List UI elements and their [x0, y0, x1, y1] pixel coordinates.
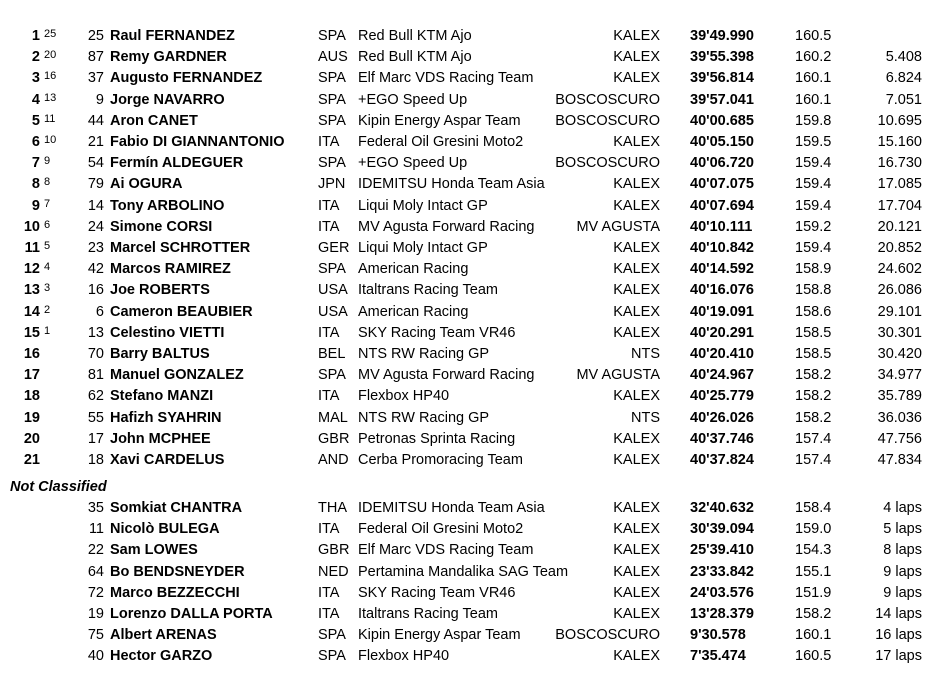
gap-cell: 17.704 [877, 197, 922, 214]
bike-cell: KALEX [613, 584, 660, 601]
race-time-cell: 40'19.091 [690, 303, 754, 320]
position-cell: 16 [23, 346, 40, 362]
points-cell: 11 [44, 112, 56, 125]
bike-cell: KALEX [613, 176, 660, 193]
bike-cell: NTS [631, 409, 660, 426]
rider-number-cell: 55 [87, 409, 104, 426]
bike-cell: BOSCOSCURO [555, 112, 660, 129]
rider-number-cell: 81 [87, 367, 104, 384]
position-cell: 13 [23, 282, 40, 299]
rider-name-cell: Albert ARENAS [110, 627, 217, 644]
rider-number-cell: 18 [87, 452, 104, 468]
avg-speed-cell: 160.1 [795, 91, 832, 108]
team-cell: NTS RW Racing GP [358, 346, 490, 362]
bike-cell: KALEX [613, 430, 660, 447]
nation-cell: ITA [318, 324, 340, 341]
race-time-cell: 40'10.842 [690, 240, 754, 256]
avg-speed-cell: 160.5 [795, 28, 832, 44]
gap-cell: 10.695 [877, 112, 922, 129]
nation-cell: ITA [318, 521, 340, 538]
rider-number-cell: 6 [95, 303, 104, 320]
classified-row [0, 174, 946, 195]
race-time-cell: 40'00.685 [690, 112, 754, 129]
not-classified-row [0, 498, 946, 519]
nation-cell: NED [318, 563, 349, 580]
bike-cell: KALEX [613, 261, 660, 278]
bike-cell: KALEX [613, 324, 660, 341]
rider-number-cell: 23 [87, 240, 104, 256]
nation-cell: SPA [318, 112, 346, 129]
avg-speed-cell: 155.1 [795, 563, 832, 580]
position-cell: 3 [31, 70, 40, 87]
rider-name-cell: Fabio DI GIANNANTONIO [110, 134, 285, 150]
rider-name-cell: Somkiat CHANTRA [110, 500, 243, 516]
gap-cell: 8 laps [883, 542, 922, 559]
team-cell: Red Bull KTM Ajo [358, 28, 472, 44]
rider-name-cell: Xavi CARDELUS [110, 452, 225, 468]
avg-speed-cell: 159.8 [795, 112, 832, 129]
classified-row [0, 386, 946, 407]
nation-cell: SPA [318, 261, 346, 278]
rider-name-cell: Celestino VIETTI [110, 324, 225, 341]
nation-cell: GER [318, 240, 350, 256]
not-classified-row [0, 540, 946, 561]
points-cell: 9 [44, 155, 51, 168]
rider-number-cell: 62 [87, 388, 104, 405]
team-cell: Pertamina Mandalika SAG Team [358, 563, 569, 580]
rider-name-cell: Barry BALTUS [110, 346, 210, 362]
classified-row [0, 365, 946, 386]
rider-name-cell: Aron CANET [110, 112, 198, 129]
classified-row [0, 238, 946, 259]
classified-row [0, 47, 946, 68]
avg-speed-cell: 159.2 [795, 218, 832, 235]
nation-cell: JPN [318, 176, 346, 193]
nation-cell: AUS [318, 49, 348, 66]
avg-speed-cell: 159.4 [795, 155, 832, 172]
classified-row [0, 344, 946, 365]
rider-number-cell: 75 [87, 627, 104, 644]
points-cell: 3 [44, 282, 51, 295]
rider-name-cell: Remy GARDNER [110, 49, 227, 66]
nation-cell: BEL [318, 346, 346, 362]
race-time-cell: 40'24.967 [690, 367, 754, 384]
points-cell: 16 [44, 70, 57, 83]
rider-name-cell: Hector GARZO [110, 648, 213, 665]
nation-cell: SPA [318, 91, 346, 108]
gap-cell: 4 laps [883, 500, 922, 516]
rider-number-cell: 16 [87, 282, 104, 299]
nation-cell: SPA [318, 28, 346, 44]
gap-cell: 30.420 [877, 346, 922, 362]
points-cell: 2 [44, 303, 51, 316]
nation-cell: GBR [318, 430, 350, 447]
points-cell: 4 [44, 261, 51, 274]
not-classified-row [0, 625, 946, 646]
nation-cell: ITA [318, 606, 340, 622]
race-time-cell: 40'37.746 [690, 430, 754, 447]
position-cell: 20 [23, 430, 40, 447]
team-cell: Kipin Energy Aspar Team [358, 627, 521, 644]
bike-cell: NTS [631, 346, 660, 362]
bike-cell: BOSCOSCURO [555, 91, 660, 108]
race-time-cell: 40'26.026 [690, 409, 754, 426]
rider-number-cell: 64 [87, 563, 104, 580]
gap-cell: 16 laps [875, 627, 922, 644]
bike-cell: KALEX [613, 240, 660, 256]
race-time-cell: 30'39.094 [690, 521, 754, 538]
race-time-cell: 40'05.150 [690, 134, 754, 150]
team-cell: Flexbox HP40 [358, 388, 450, 405]
nation-cell: ITA [318, 584, 340, 601]
bike-cell: KALEX [613, 28, 660, 44]
team-cell: Elf Marc VDS Racing Team [358, 70, 534, 87]
nation-cell: USA [318, 303, 348, 320]
race-time-cell: 40'20.291 [690, 324, 754, 341]
rider-name-cell: Marcel SCHROTTER [110, 240, 251, 256]
avg-speed-cell: 159.4 [795, 240, 832, 256]
team-cell: Italtrans Racing Team [358, 282, 498, 299]
rider-name-cell: Fermín ALDEGUER [110, 155, 244, 172]
not-classified-row [0, 583, 946, 604]
race-time-cell: 40'20.410 [690, 346, 754, 362]
team-cell: Federal Oil Gresini Moto2 [358, 521, 524, 538]
bike-cell: KALEX [613, 452, 660, 468]
nation-cell: THA [318, 500, 347, 516]
rider-number-cell: 70 [87, 346, 104, 362]
race-time-cell: 39'49.990 [690, 28, 754, 44]
bike-cell: KALEX [613, 49, 660, 66]
not-classified-heading: Not Classified [10, 479, 107, 495]
rider-name-cell: Marco BEZZECCHI [110, 584, 240, 601]
points-cell: 20 [44, 49, 57, 62]
bike-cell: KALEX [613, 563, 660, 580]
rider-number-cell: 24 [87, 218, 104, 235]
avg-speed-cell: 154.3 [795, 542, 832, 559]
gap-cell: 47.756 [877, 430, 922, 447]
team-cell: MV Agusta Forward Racing [358, 367, 535, 384]
avg-speed-cell: 157.4 [795, 430, 832, 447]
not-classified-row [0, 519, 946, 540]
points-cell: 7 [44, 197, 51, 210]
classified-row [0, 90, 946, 111]
rider-number-cell: 42 [87, 261, 104, 278]
gap-cell: 26.086 [877, 282, 922, 299]
bike-cell: MV AGUSTA [576, 367, 660, 384]
points-cell: 25 [44, 28, 57, 40]
rider-number-cell: 40 [87, 648, 104, 665]
race-time-cell: 24'03.576 [690, 584, 754, 601]
classified-row [0, 408, 946, 429]
race-time-cell: 9'30.578 [690, 627, 746, 644]
points-cell: 6 [44, 218, 51, 231]
position-cell: 6 [31, 134, 40, 150]
nation-cell: ITA [318, 218, 340, 235]
avg-speed-cell: 158.2 [795, 606, 832, 622]
race-time-cell: 40'07.694 [690, 197, 754, 214]
gap-cell: 17.085 [877, 176, 922, 193]
gap-cell: 20.121 [877, 218, 922, 235]
rider-number-cell: 54 [87, 155, 104, 172]
gap-cell: 20.852 [877, 240, 922, 256]
rider-name-cell: Hafizh SYAHRIN [110, 409, 222, 426]
gap-cell: 36.036 [877, 409, 922, 426]
nation-cell: ITA [318, 134, 340, 150]
classified-row [0, 68, 946, 89]
avg-speed-cell: 158.2 [795, 409, 832, 426]
rider-number-cell: 17 [87, 430, 104, 447]
team-cell: Liqui Moly Intact GP [358, 197, 488, 214]
rider-name-cell: Raul FERNANDEZ [110, 28, 235, 44]
nation-cell: SPA [318, 155, 346, 172]
rider-number-cell: 9 [95, 91, 104, 108]
position-cell: 18 [23, 388, 40, 405]
classified-row [0, 450, 946, 471]
team-cell: Red Bull KTM Ajo [358, 49, 472, 66]
gap-cell: 16.730 [877, 155, 922, 172]
classified-row [0, 26, 946, 47]
points-cell: 8 [44, 176, 51, 189]
rider-number-cell: 21 [87, 134, 104, 150]
avg-speed-cell: 158.5 [795, 346, 832, 362]
race-time-cell: 40'25.779 [690, 388, 754, 405]
rider-name-cell: Bo BENDSNEYDER [110, 563, 245, 580]
gap-cell: 9 laps [883, 563, 922, 580]
position-cell: 8 [31, 176, 40, 193]
not-classified-row [0, 604, 946, 625]
team-cell: Elf Marc VDS Racing Team [358, 542, 534, 559]
rider-number-cell: 79 [87, 176, 104, 193]
team-cell: American Racing [358, 303, 469, 320]
rider-number-cell: 14 [87, 197, 104, 214]
position-cell: 1 [31, 28, 40, 44]
nation-cell: ITA [318, 197, 340, 214]
position-cell: 21 [23, 452, 40, 468]
team-cell: Cerba Promoracing Team [358, 452, 523, 468]
gap-cell: 24.602 [877, 261, 922, 278]
bike-cell: KALEX [613, 606, 660, 622]
team-cell: Liqui Moly Intact GP [358, 240, 488, 256]
team-cell: Kipin Energy Aspar Team [358, 112, 521, 129]
nation-cell: SPA [318, 648, 346, 665]
classified-row [0, 259, 946, 280]
classified-row [0, 132, 946, 153]
race-time-cell: 40'06.720 [690, 155, 754, 172]
avg-speed-cell: 159.4 [795, 176, 832, 193]
avg-speed-cell: 159.0 [795, 521, 832, 538]
bike-cell: KALEX [613, 282, 660, 299]
position-cell: 17 [23, 367, 40, 384]
position-cell: 7 [31, 155, 40, 172]
race-time-cell: 39'56.814 [690, 70, 754, 87]
rider-name-cell: Lorenzo DALLA PORTA [110, 606, 273, 622]
gap-cell: 7.051 [885, 91, 922, 108]
rider-name-cell: Cameron BEAUBIER [110, 303, 253, 320]
bike-cell: KALEX [613, 521, 660, 538]
classified-row [0, 217, 946, 238]
gap-cell: 29.101 [877, 303, 922, 320]
race-time-cell: 40'10.111 [690, 218, 753, 235]
nation-cell: SPA [318, 367, 346, 384]
avg-speed-cell: 160.1 [795, 627, 832, 644]
bike-cell: BOSCOSCURO [555, 155, 660, 172]
race-time-cell: 40'14.592 [690, 261, 754, 278]
classified-row [0, 323, 946, 344]
position-cell: 14 [23, 303, 40, 320]
avg-speed-cell: 151.9 [795, 584, 832, 601]
bike-cell: MV AGUSTA [576, 218, 660, 235]
rider-number-cell: 22 [87, 542, 104, 559]
team-cell: SKY Racing Team VR46 [358, 584, 516, 601]
avg-speed-cell: 160.5 [795, 648, 832, 665]
rider-name-cell: John MCPHEE [110, 430, 211, 447]
team-cell: IDEMITSU Honda Team Asia [358, 176, 545, 193]
team-cell: +EGO Speed Up [358, 91, 468, 108]
classified-row [0, 111, 946, 132]
bike-cell: KALEX [613, 70, 660, 87]
rider-name-cell: Manuel GONZALEZ [110, 367, 244, 384]
rider-name-cell: Jorge NAVARRO [110, 91, 225, 108]
points-cell: 5 [44, 240, 51, 252]
bike-cell: KALEX [613, 500, 660, 516]
rider-number-cell: 37 [87, 70, 104, 87]
rider-name-cell: Augusto FERNANDEZ [110, 70, 263, 87]
race-time-cell: 39'57.041 [690, 91, 754, 108]
team-cell: Petronas Sprinta Racing [358, 430, 516, 447]
rider-number-cell: 87 [87, 49, 104, 66]
gap-cell: 9 laps [883, 584, 922, 601]
gap-cell: 15.160 [877, 134, 922, 150]
position-cell: 9 [31, 197, 40, 214]
rider-name-cell: Sam LOWES [110, 542, 198, 559]
gap-cell: 34.977 [877, 367, 922, 384]
avg-speed-cell: 159.4 [795, 197, 832, 214]
position-cell: 10 [23, 218, 40, 235]
bike-cell: KALEX [613, 197, 660, 214]
rider-number-cell: 72 [87, 584, 104, 601]
points-cell: 10 [44, 134, 57, 146]
race-time-cell: 32'40.632 [690, 500, 754, 516]
rider-number-cell: 13 [87, 324, 104, 341]
team-cell: Federal Oil Gresini Moto2 [358, 134, 524, 150]
avg-speed-cell: 160.1 [795, 70, 832, 87]
position-cell: 19 [23, 409, 40, 426]
race-time-cell: 25'39.410 [690, 542, 754, 559]
team-cell: MV Agusta Forward Racing [358, 218, 535, 235]
position-cell: 11 [24, 240, 40, 256]
avg-speed-cell: 158.4 [795, 500, 832, 516]
gap-cell: 5 laps [883, 521, 922, 538]
rider-number-cell: 11 [88, 521, 104, 538]
bike-cell: KALEX [613, 303, 660, 320]
position-cell: 2 [31, 49, 40, 66]
not-classified-row [0, 646, 946, 667]
classified-row [0, 429, 946, 450]
gap-cell: 6.824 [885, 70, 922, 87]
bike-cell: KALEX [613, 648, 660, 665]
bike-cell: KALEX [613, 542, 660, 559]
race-time-cell: 40'37.824 [690, 452, 754, 468]
gap-cell: 35.789 [877, 388, 922, 405]
nation-cell: ITA [318, 388, 340, 405]
gap-cell: 14 laps [875, 606, 922, 622]
points-cell: 13 [44, 91, 57, 104]
position-cell: 4 [31, 91, 40, 108]
avg-speed-cell: 158.5 [795, 324, 832, 341]
team-cell: Italtrans Racing Team [358, 606, 498, 622]
race-time-cell: 39'55.398 [690, 49, 754, 66]
rider-number-cell: 35 [87, 500, 104, 516]
bike-cell: BOSCOSCURO [555, 627, 660, 644]
nation-cell: USA [318, 282, 348, 299]
position-cell: 5 [31, 112, 40, 129]
race-time-cell: 23'33.842 [690, 563, 754, 580]
rider-name-cell: Ai OGURA [110, 176, 183, 193]
bike-cell: KALEX [613, 388, 660, 405]
team-cell: American Racing [358, 261, 469, 278]
race-time-cell: 40'16.076 [690, 282, 754, 299]
avg-speed-cell: 160.2 [795, 49, 832, 66]
team-cell: SKY Racing Team VR46 [358, 324, 516, 341]
rider-name-cell: Simone CORSI [110, 218, 213, 235]
bike-cell: KALEX [613, 134, 660, 150]
nation-cell: GBR [318, 542, 350, 559]
rider-name-cell: Marcos RAMIREZ [110, 261, 231, 278]
classified-row [0, 280, 946, 301]
classified-row [0, 196, 946, 217]
race-time-cell: 7'35.474 [690, 648, 746, 665]
avg-speed-cell: 158.2 [795, 388, 832, 405]
rider-name-cell: Stefano MANZI [110, 388, 214, 405]
avg-speed-cell: 157.4 [795, 452, 832, 468]
rider-name-cell: Joe ROBERTS [110, 282, 210, 299]
team-cell: NTS RW Racing GP [358, 409, 490, 426]
rider-name-cell: Tony ARBOLINO [110, 197, 225, 214]
position-cell: 12 [23, 261, 40, 278]
rider-number-cell: 25 [87, 28, 104, 44]
position-cell: 15 [23, 324, 40, 341]
points-cell: 1 [44, 324, 51, 337]
gap-cell: 30.301 [877, 324, 922, 341]
nation-cell: SPA [318, 627, 346, 644]
avg-speed-cell: 159.5 [795, 134, 832, 150]
not-classified-row [0, 562, 946, 583]
avg-speed-cell: 158.6 [795, 303, 832, 320]
avg-speed-cell: 158.9 [795, 261, 832, 278]
team-cell: +EGO Speed Up [358, 155, 468, 172]
gap-cell: 47.834 [877, 452, 922, 468]
race-time-cell: 13'28.379 [690, 606, 754, 622]
rider-number-cell: 44 [87, 112, 104, 129]
rider-name-cell: Nicolò BULEGA [110, 521, 220, 538]
nation-cell: MAL [318, 409, 348, 426]
team-cell: IDEMITSU Honda Team Asia [358, 500, 545, 516]
nation-cell: SPA [318, 70, 346, 87]
team-cell: Flexbox HP40 [358, 648, 450, 665]
avg-speed-cell: 158.2 [795, 367, 832, 384]
avg-speed-cell: 158.8 [795, 282, 832, 299]
gap-cell: 5.408 [885, 49, 922, 66]
rider-number-cell: 19 [87, 606, 104, 622]
gap-cell: 17 laps [875, 648, 922, 665]
nation-cell: AND [318, 452, 349, 468]
race-time-cell: 40'07.075 [690, 176, 754, 193]
classified-row [0, 153, 946, 174]
classified-row [0, 302, 946, 323]
